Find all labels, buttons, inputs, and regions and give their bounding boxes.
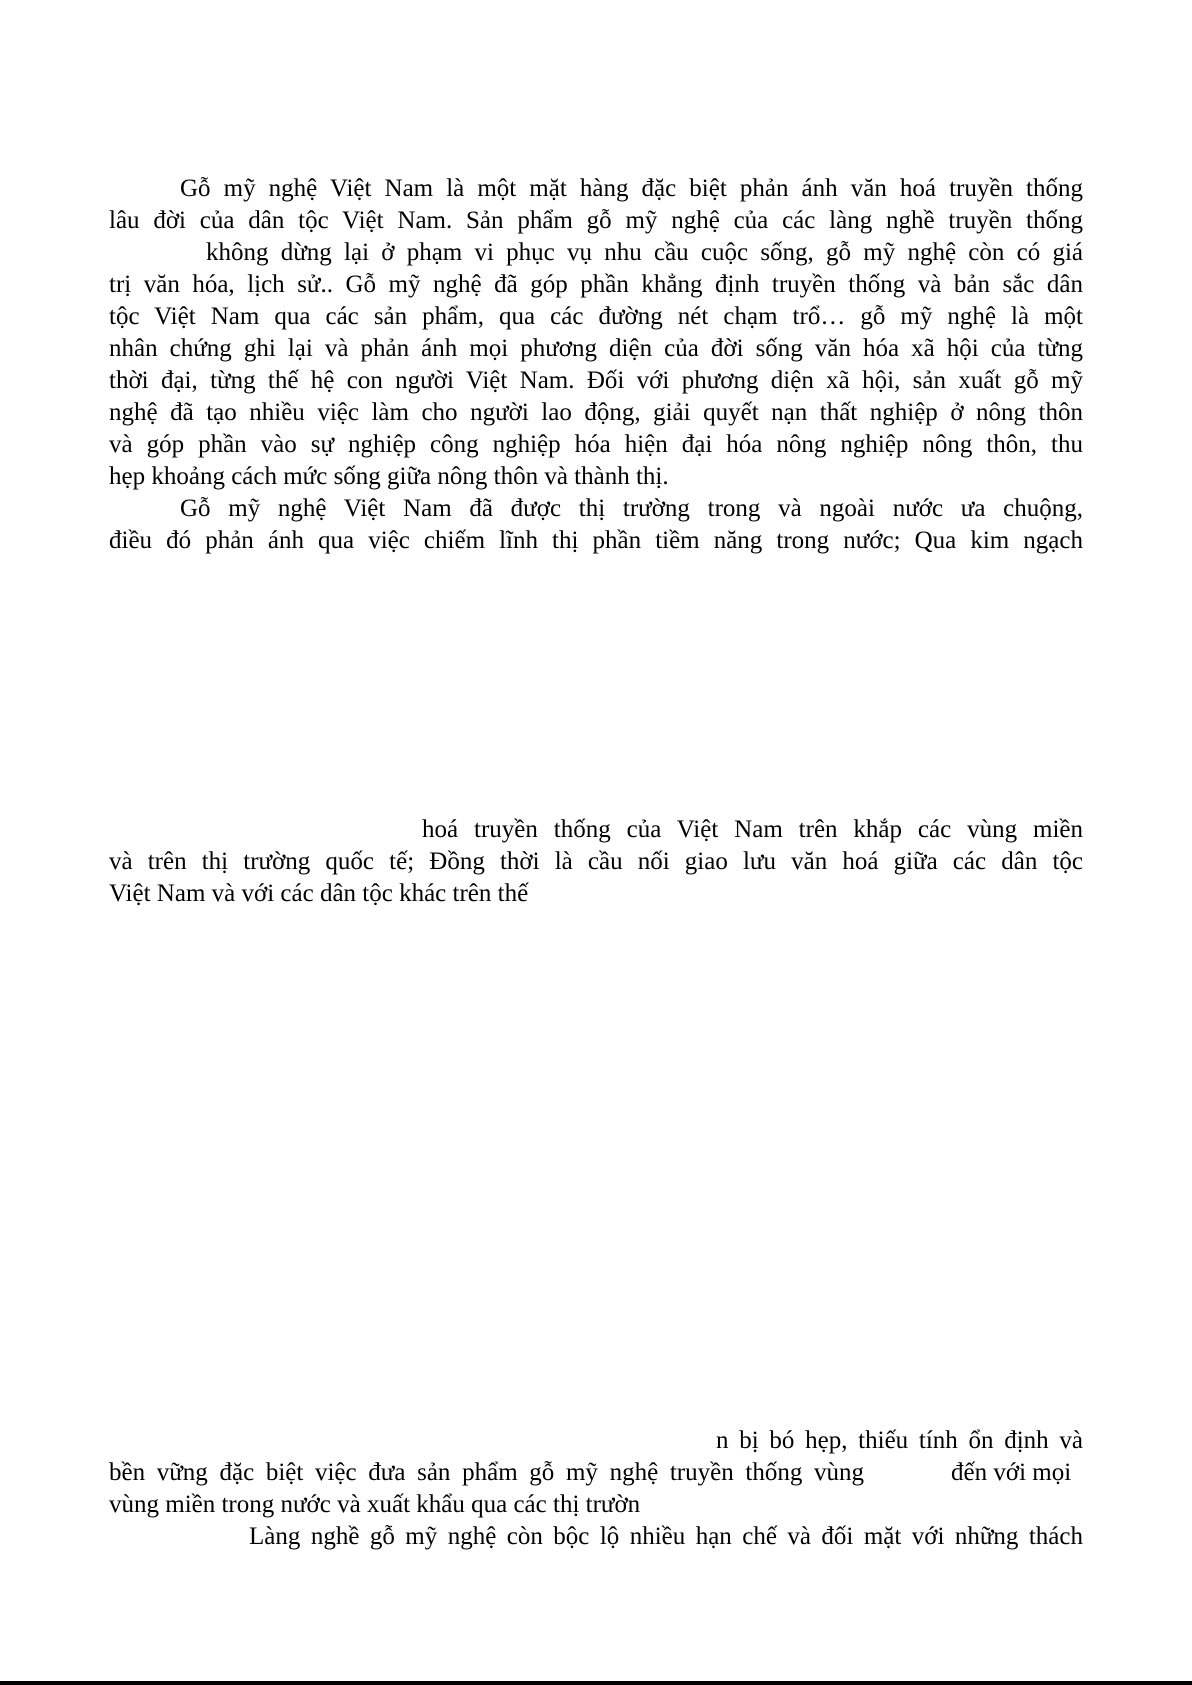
page-bottom-border bbox=[0, 1681, 1192, 1685]
paragraph-2-line-1: Gỗ mỹ nghệ Việt Nam đã được thị trường trong và ngoài nước ưa chuộng, bbox=[180, 495, 1083, 522]
paragraph-1-line-3: không dừng lại ở phạm vi phục vụ nhu cầu cuộc sống, gỗ mỹ nghệ còn có giá bbox=[206, 239, 1083, 266]
paragraph-1-line-1: Gỗ mỹ nghệ Việt Nam là một mặt hàng đặc biệt phản ánh văn hoá truyền thống bbox=[180, 175, 1083, 202]
paragraph-4-line-3: vùng miền trong nước và xuất khẩu qua các thị trườn bbox=[109, 1491, 641, 1518]
paragraph-4-line-2a: bền vững đặc biệt việc đưa sản phẩm gỗ mỹ nghệ truyền thống vùng bbox=[109, 1459, 864, 1486]
paragraph-1-line-10: hẹp khoảng cách mức sống giữa nông thôn và thành thị. bbox=[109, 463, 669, 490]
paragraph-3-line-1: hoá truyền thống của Việt Nam trên khắp các vùng miền bbox=[422, 816, 1083, 843]
paragraph-1-line-9: và góp phần vào sự nghiệp công nghiệp hóa hiện đại hóa nông nghiệp nông thôn, thu bbox=[109, 431, 1083, 458]
paragraph-1-line-6: nhân chứng ghi lại và phản ánh mọi phương diện của đời sống văn hóa xã hội của từng bbox=[109, 335, 1083, 362]
paragraph-1-line-8: nghệ đã tạo nhiều việc làm cho người lao động, giải quyết nạn thất nghiệp ở nông thôn bbox=[109, 399, 1083, 426]
paragraph-3-line-3: Việt Nam và với các dân tộc khác trên thế bbox=[109, 880, 529, 907]
paragraph-5-line-1: Làng nghề gỗ mỹ nghệ còn bộc lộ nhiều hạn chế và đối mặt với những thách bbox=[249, 1523, 1083, 1550]
paragraph-3-line-2: và trên thị trường quốc tế; Đồng thời là cầu nối giao lưu văn hoá giữa các dân tộc bbox=[109, 848, 1083, 875]
paragraph-4-line-1: n bị bó hẹp, thiếu tính ổn định và bbox=[716, 1427, 1083, 1454]
paragraph-4-line-2b: đến với mọi bbox=[951, 1459, 1072, 1486]
paragraph-1-line-7: thời đại, từng thế hệ con người Việt Nam. Đối với phương diện xã hội, sản xuất gỗ mỹ bbox=[109, 367, 1083, 394]
paragraph-1-line-4: trị văn hóa, lịch sử.. Gỗ mỹ nghệ đã góp phần khẳng định truyền thống và bản sắc dân bbox=[109, 271, 1083, 298]
paragraph-2-line-2: điều đó phản ánh qua việc chiếm lĩnh thị phần tiềm năng trong nước; Qua kim ngạch bbox=[109, 527, 1083, 554]
paragraph-1-line-2: lâu đời của dân tộc Việt Nam. Sản phẩm gỗ mỹ nghệ của các làng nghề truyền thống bbox=[109, 207, 1083, 234]
paragraph-1-line-5: tộc Việt Nam qua các sản phẩm, qua các đường nét chạm trổ… gỗ mỹ nghệ là một bbox=[109, 303, 1083, 330]
